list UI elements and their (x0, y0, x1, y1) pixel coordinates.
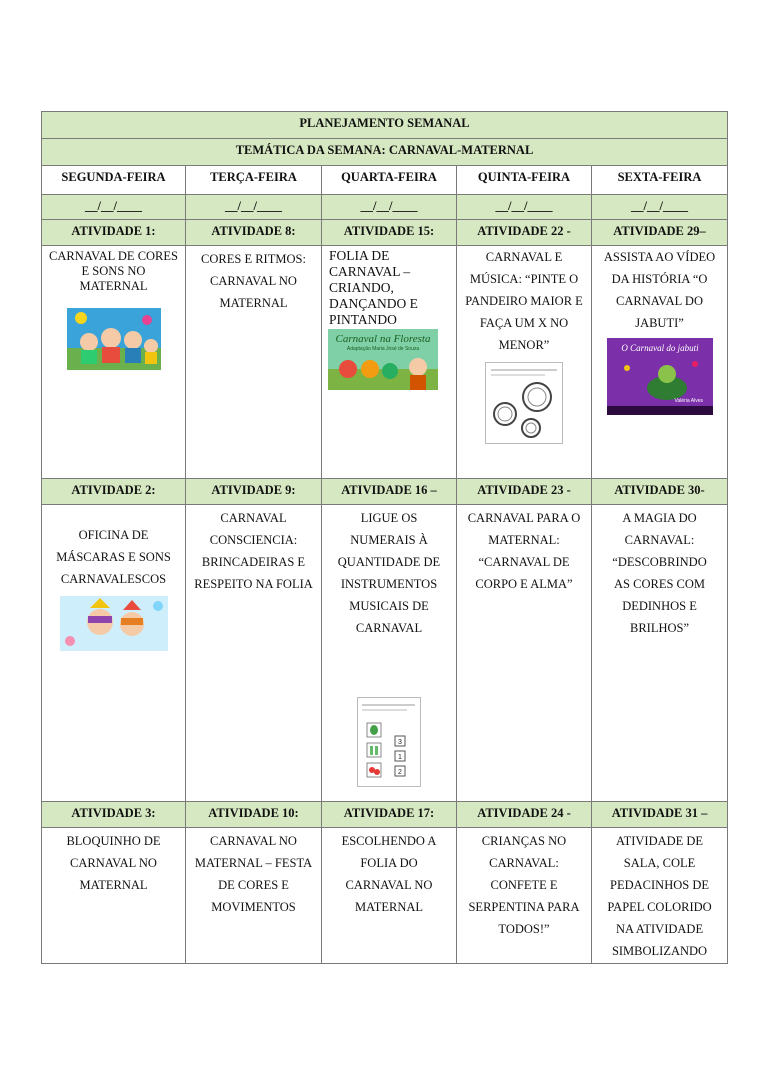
carnival-kids-image (67, 308, 161, 370)
day-monday: SEGUNDA-FEIRA (42, 166, 186, 195)
activity-text: CARNAVAL PARA O MATERNAL: “CARNAVAL DE CORPO E ALMA” (467, 511, 581, 591)
activity-label: ATIVIDADE 30- (592, 479, 728, 505)
date-blank: __/__/____ (42, 195, 186, 220)
activity-text: OFICINA DE MÁSCARAS E SONS CARNAVALESCOS (56, 528, 171, 586)
activity-label: ATIVIDADE 23 - (457, 479, 592, 505)
activity-label: ATIVIDADE 17: (322, 802, 457, 828)
tambourine-worksheet-image (485, 362, 563, 444)
activity-label: ATIVIDADE 1: (42, 220, 186, 246)
activity-text: ATIVIDADE DE SALA, COLE PEDACINHOS DE PAPEL COLORIDO NA ATIVIDADE SIMBOLIZANDO (607, 834, 712, 958)
activity-text: BLOQUINHO DE CARNAVAL NO MATERNAL (66, 834, 161, 892)
activity-label: ATIVIDADE 24 - (457, 802, 592, 828)
activity-cell (592, 505, 728, 802)
day-tuesday: TERÇA-FEIRA (186, 166, 322, 195)
activity-cell (42, 246, 186, 479)
activity-text: A MAGIA DO CARNAVAL: “DESCOBRINDO AS CORES COM DEDINHOS E BRILHOS” (612, 511, 707, 635)
activity-cell (592, 828, 728, 964)
activity-text: CARNAVAL DE CORES E SONS NO MATERNAL (49, 249, 178, 293)
activity-cell (592, 246, 728, 479)
activity-text: CARNAVAL E MÚSICA: “PINTE O PANDEIRO MAIOR E FAÇA UM X NO MENOR” (465, 250, 583, 352)
activity-cell (322, 505, 457, 802)
activity-label: ATIVIDADE 10: (186, 802, 322, 828)
jabuti-title: O Carnaval do jabuti (620, 343, 699, 353)
activity-cell (42, 828, 186, 964)
plan-title: PLANEJAMENTO SEMANAL (42, 112, 728, 139)
activity-text: LIGUE OS NUMERAIS À QUANTIDADE DE INSTRUMENTOS MUSICAIS DE CARNAVAL (337, 511, 441, 635)
worksheet-number: 3 (398, 739, 402, 746)
date-blank: __/__/____ (592, 195, 728, 220)
date-blank: __/__/____ (322, 195, 457, 220)
activity-text: FOLIA DE CARNAVAL – CRIANDO, DANÇANDO E PINTANDO (329, 248, 418, 327)
activity-cell (322, 246, 457, 479)
day-wednesday: QUARTA-FEIRA (322, 166, 457, 195)
activity-cell (186, 246, 322, 479)
worksheet-number: 2 (398, 769, 402, 776)
worksheet-number: 1 (398, 754, 402, 761)
jabuti-credit: Valéria Alves (673, 398, 703, 404)
activity-label: ATIVIDADE 29– (592, 220, 728, 246)
activity-label: ATIVIDADE 3: (42, 802, 186, 828)
activity-cell (322, 828, 457, 964)
date-blank: __/__/____ (186, 195, 322, 220)
weekly-plan-table (41, 111, 728, 964)
carnaval-floresta-image (328, 329, 438, 390)
activity-text: ASSISTA AO VÍDEO DA HISTÓRIA “O CARNAVAL DO JABUTI” (603, 250, 716, 330)
week-theme: TEMÁTICA DA SEMANA: CARNAVAL-MATERNAL (42, 139, 728, 166)
date-blank: __/__/____ (457, 195, 592, 220)
activity-label: ATIVIDADE 9: (186, 479, 322, 505)
activity-cell (186, 505, 322, 802)
activity-label: ATIVIDADE 8: (186, 220, 322, 246)
day-friday: SEXTA-FEIRA (592, 166, 728, 195)
activity-text: CARNAVAL CONSCIENCIA: BRINCADEIRAS E RESPEITO NA FOLIA (194, 511, 313, 591)
activity-label: ATIVIDADE 22 - (457, 220, 592, 246)
floresta-subtitle: Adaptação Maria José de Souza (346, 346, 420, 352)
activity-label: ATIVIDADE 2: (42, 479, 186, 505)
day-thursday: QUINTA-FEIRA (457, 166, 592, 195)
activity-text: CARNAVAL NO MATERNAL – FESTA DE CORES E MOVIMENTOS (194, 834, 313, 914)
activity-cell (457, 246, 592, 479)
jabuti-video-image (607, 338, 713, 415)
activity-text: ESCOLHENDO A FOLIA DO CARNAVAL NO MATERNAL (341, 834, 437, 914)
activity-cell (457, 505, 592, 802)
activity-cell (186, 828, 322, 964)
activity-label: ATIVIDADE 16 – (322, 479, 457, 505)
activity-text: CRIANÇAS NO CARNAVAL: CONFETE E SERPENTINA PARA TODOS!” (468, 834, 580, 936)
carnival-masks-image (60, 596, 168, 651)
activity-label: ATIVIDADE 31 – (592, 802, 728, 828)
activity-cell (457, 828, 592, 964)
activity-text: CORES E RITMOS: CARNAVAL NO MATERNAL (201, 252, 306, 310)
activity-cell (42, 505, 186, 802)
numbers-worksheet-image (357, 697, 421, 787)
activity-label: ATIVIDADE 15: (322, 220, 457, 246)
floresta-title: Carnaval na Floresta (335, 333, 431, 345)
